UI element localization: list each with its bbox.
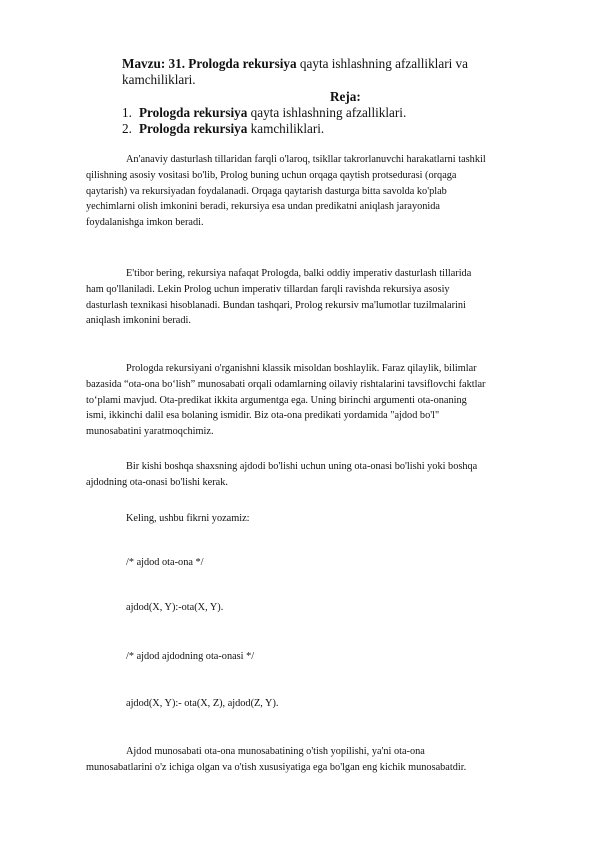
paragraph-line: dasturlash texnikasi hisoblanadi. Bundan tashqari, Prolog rekursiv ma'lumotlar tuzilmalarini: [86, 299, 466, 311]
plan-item-number: 1.: [122, 105, 132, 120]
paragraph-line: aniqlash imkonini beradi.: [86, 315, 191, 327]
paragraph-line: munosabatini yaratmoqchimiz.: [86, 426, 214, 438]
paragraph-line: munosabatlarini o'z ichiga olgan va o'tish xususiyatiga ega bo'lgan eng kichik munosabatdir.: [86, 761, 467, 773]
paragraph-line: Ajdod munosabati ota-ona munosabatining o'tish yopilishi, ya'ni ota-ona: [126, 746, 425, 757]
closing-paragraph: [86, 744, 526, 776]
paragraph-line: bazasida “ota-ona bo‘lish” munosabati orqali odamlarning oilaviy rishtalarini tavsiflovchi faktlar: [86, 378, 486, 390]
plan-item-text: qayta ishlashning afzalliklari.: [247, 105, 407, 120]
paragraph-line: qaytarish) va rekursiyadan foydalanadi. Orqaga qaytarish dasturga bitta savolda ko'plab: [86, 185, 447, 197]
paragraph-line: to‘plami mavjud. Ota-predikat ikkita argumentga ega. Uning birinchi argumenti ota-onaning: [86, 394, 467, 406]
plan-item-text: kamchiliklari.: [247, 121, 325, 136]
topic-line2: kamchiliklari.: [122, 72, 196, 87]
paragraph-2: [86, 266, 526, 329]
paragraph-line: An'anaviy dasturlash tillaridan farqli o'laroq, tsikllar takrorlanuvchi harakatlarni tashkil: [126, 154, 486, 165]
paragraph-line: foydalanishga imkon beradi.: [86, 217, 204, 229]
plan-item-number: 2.: [122, 121, 132, 136]
plan-item-1: [122, 105, 406, 121]
plan-item-2: [122, 121, 324, 137]
code-line: ajdod(X, Y):-ota(X, Y).: [126, 602, 224, 613]
code-comment: /* ajdod ota-ona */: [126, 557, 204, 568]
paragraph-line: qilishning asosiy vositasi bo'lib, Prolog buning uchun orqaga qaytish protsedurasi (orqaga: [86, 169, 457, 181]
paragraph-3: [86, 361, 526, 440]
plan-item-bold: Prologda rekursiya: [139, 105, 248, 120]
paragraph-line: yechimlarni olish imkonini beradi, rekursiya esa undan predikatni aniqlash jarayonida: [86, 201, 440, 213]
topic-bold: Mavzu: 31. Prologda rekursiya: [122, 56, 297, 71]
paragraph-line: E'tibor bering, rekursiya nafaqat Prologda, balki oddiy imperativ dasturlash tillarida: [126, 268, 472, 279]
plan-item-bold: Prologda rekursiya: [139, 121, 248, 136]
paragraph-1: [86, 152, 526, 231]
paragraph-line: Bir kishi boshqa shaxsning ajdodi bo'lishi uchun uning ota-onasi bo'lishi yoki boshqa: [126, 461, 478, 472]
plan-title: Reja:: [330, 89, 361, 104]
paragraph-4: [86, 459, 526, 491]
code-comment: /* ajdod ajdodning ota-onasi */: [126, 651, 255, 662]
paragraph-line: ajdodning ota-onasi bo'lishi kerak.: [86, 476, 228, 488]
intro-text: Keling, ushbu fikrni yozamiz:: [126, 513, 250, 524]
topic-heading: [122, 56, 522, 88]
code-line: ajdod(X, Y):- ota(X, Z), ajdod(Z, Y).: [126, 698, 279, 709]
topic-rest: qayta ishlashning afzalliklari va: [296, 56, 468, 71]
paragraph-line: ham qo'llaniladi. Lekin Prolog uchun imperativ tillardan farqli ravishda rekursiya asosiy: [86, 283, 450, 295]
paragraph-line: Prologda rekursiyani o'rganishni klassik misoldan boshlaylik. Faraz qilaylik, bilimlar: [126, 363, 477, 374]
paragraph-line: ismi, ikkinchi dalil esa bolaning ismidir. Biz ota-ona predikati yordamida "ajdod bo'l": [86, 410, 440, 422]
